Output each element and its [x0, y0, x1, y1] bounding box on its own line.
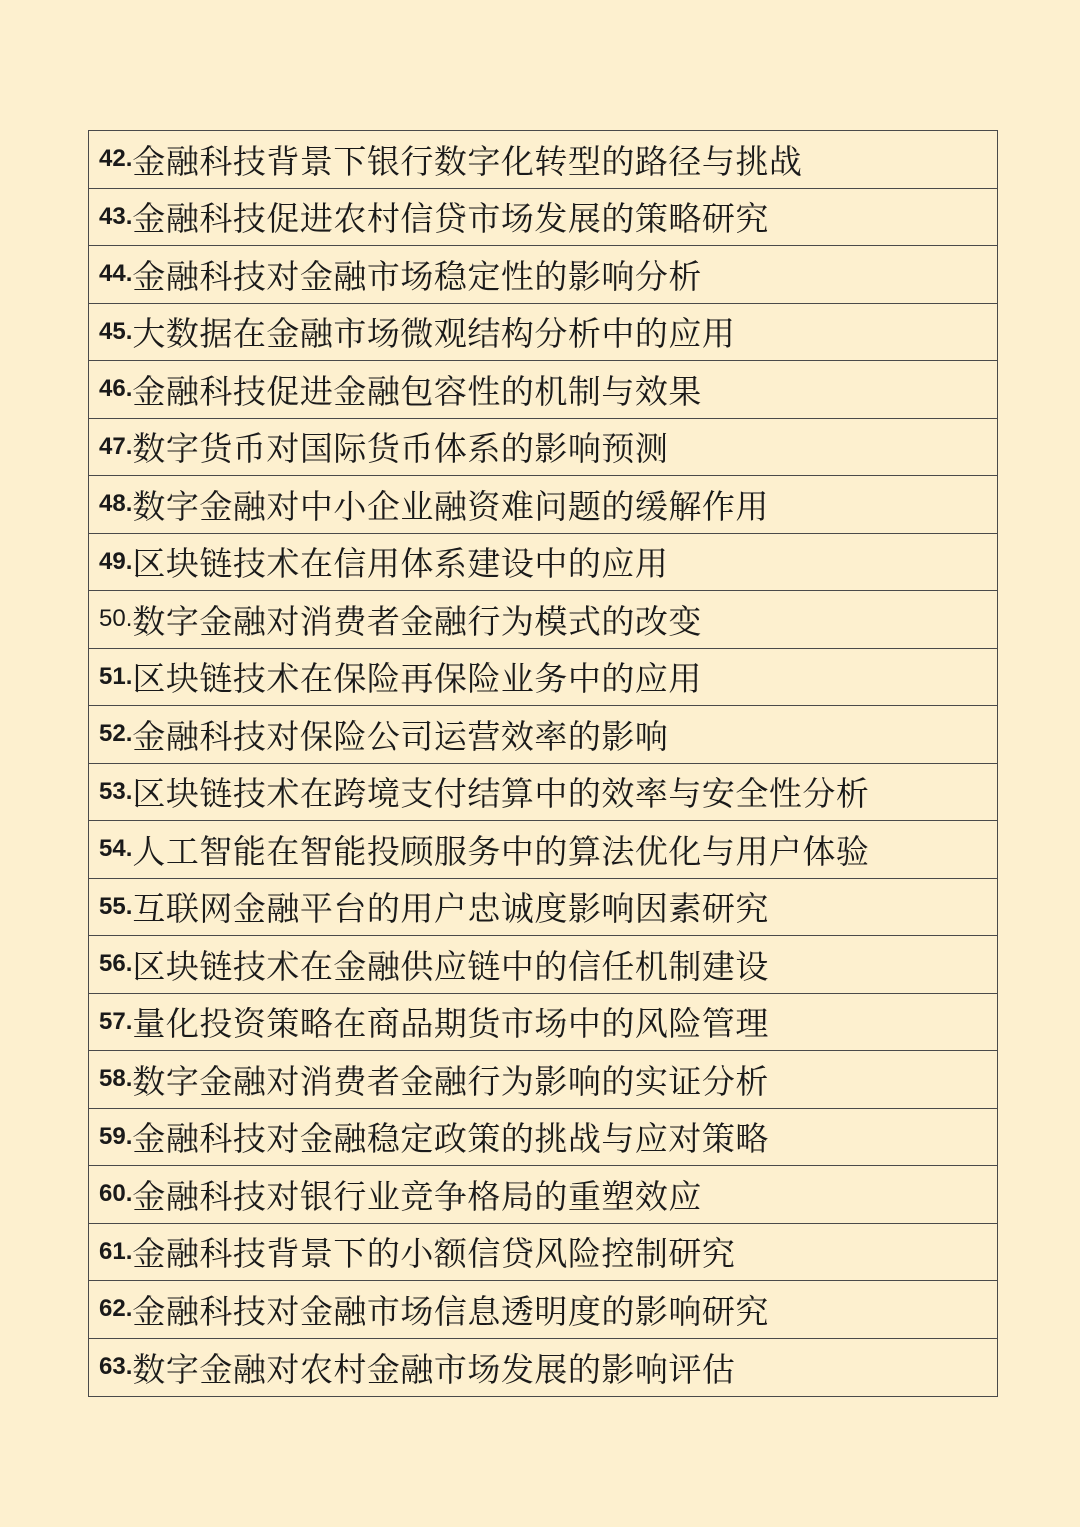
topic-number: 54. [99, 835, 133, 863]
topic-title: 金融科技对银行业竞争格局的重塑效应 [132, 1176, 702, 1216]
topic-number: 56. [99, 950, 133, 978]
topic-title: 金融科技促进农村信贷市场发展的策略研究 [132, 199, 769, 239]
topic-number: 43. [99, 202, 133, 230]
topic-title: 金融科技对金融稳定政策的挑战与应对策略 [132, 1119, 769, 1159]
topic-number: 63. [99, 1353, 133, 1381]
topic-number: 60. [99, 1180, 133, 1208]
table-row [89, 879, 997, 937]
topic-number: 52. [99, 720, 133, 748]
topic-number: 51. [99, 662, 133, 690]
table-row [89, 591, 997, 649]
topic-number: 59. [99, 1122, 133, 1150]
table-row [89, 706, 997, 764]
table-row [89, 419, 997, 477]
topic-title: 数字金融对农村金融市场发展的影响评估 [132, 1349, 736, 1389]
topic-title: 区块链技术在跨境支付结算中的效率与安全性分析 [132, 774, 870, 814]
topic-title: 大数据在金融市场微观结构分析中的应用 [132, 314, 736, 354]
table-row [89, 821, 997, 879]
table-row [89, 1224, 997, 1282]
table-row [89, 1339, 997, 1397]
topic-number: 47. [99, 432, 133, 460]
table-row [89, 534, 997, 592]
topic-number: 55. [99, 892, 133, 920]
table-row [89, 1281, 997, 1339]
topic-number: 48. [99, 490, 133, 518]
topic-number: 53. [99, 777, 133, 805]
table-row [89, 304, 997, 362]
table-row [89, 476, 997, 534]
topic-number: 58. [99, 1065, 133, 1093]
topic-number: 44. [99, 260, 133, 288]
table-row [89, 189, 997, 247]
table-row [89, 1051, 997, 1109]
topic-title: 金融科技促进金融包容性的机制与效果 [132, 371, 702, 411]
topic-number: 49. [99, 547, 133, 575]
topic-title: 数字金融对中小企业融资难问题的缓解作用 [132, 486, 769, 526]
topic-title: 数字金融对消费者金融行为模式的改变 [132, 601, 702, 641]
table-row [89, 131, 997, 189]
table-row [89, 1109, 997, 1167]
topic-title: 金融科技背景下银行数字化转型的路径与挑战 [132, 141, 803, 181]
topic-title: 数字货币对国际货币体系的影响预测 [132, 429, 669, 469]
topic-title: 金融科技对保险公司运营效率的影响 [132, 716, 669, 756]
topic-number: 50. [99, 605, 133, 633]
topic-title: 金融科技对金融市场稳定性的影响分析 [132, 256, 702, 296]
table-row [89, 1166, 997, 1224]
topic-title: 区块链技术在保险再保险业务中的应用 [132, 659, 702, 699]
topic-number: 62. [99, 1295, 133, 1323]
topic-title: 互联网金融平台的用户忠诚度影响因素研究 [132, 889, 769, 929]
table-row [89, 246, 997, 304]
table-row [89, 361, 997, 419]
topic-title: 金融科技背景下的小额信贷风险控制研究 [132, 1234, 736, 1274]
table-row [89, 936, 997, 994]
topic-title: 区块链技术在金融供应链中的信任机制建设 [132, 946, 769, 986]
topic-list-table [88, 130, 998, 1397]
table-row [89, 764, 997, 822]
topic-title: 人工智能在智能投顾服务中的算法优化与用户体验 [132, 831, 870, 871]
table-row [89, 649, 997, 707]
topic-number: 45. [99, 317, 133, 345]
topic-number: 42. [99, 145, 133, 173]
topic-number: 46. [99, 375, 133, 403]
topic-number: 57. [99, 1007, 133, 1035]
topic-title: 量化投资策略在商品期货市场中的风险管理 [132, 1004, 769, 1044]
topic-title: 数字金融对消费者金融行为影响的实证分析 [132, 1061, 769, 1101]
topic-title: 区块链技术在信用体系建设中的应用 [132, 544, 669, 584]
topic-title: 金融科技对金融市场信息透明度的影响研究 [132, 1291, 769, 1331]
topic-number: 61. [99, 1237, 133, 1265]
table-row [89, 994, 997, 1052]
